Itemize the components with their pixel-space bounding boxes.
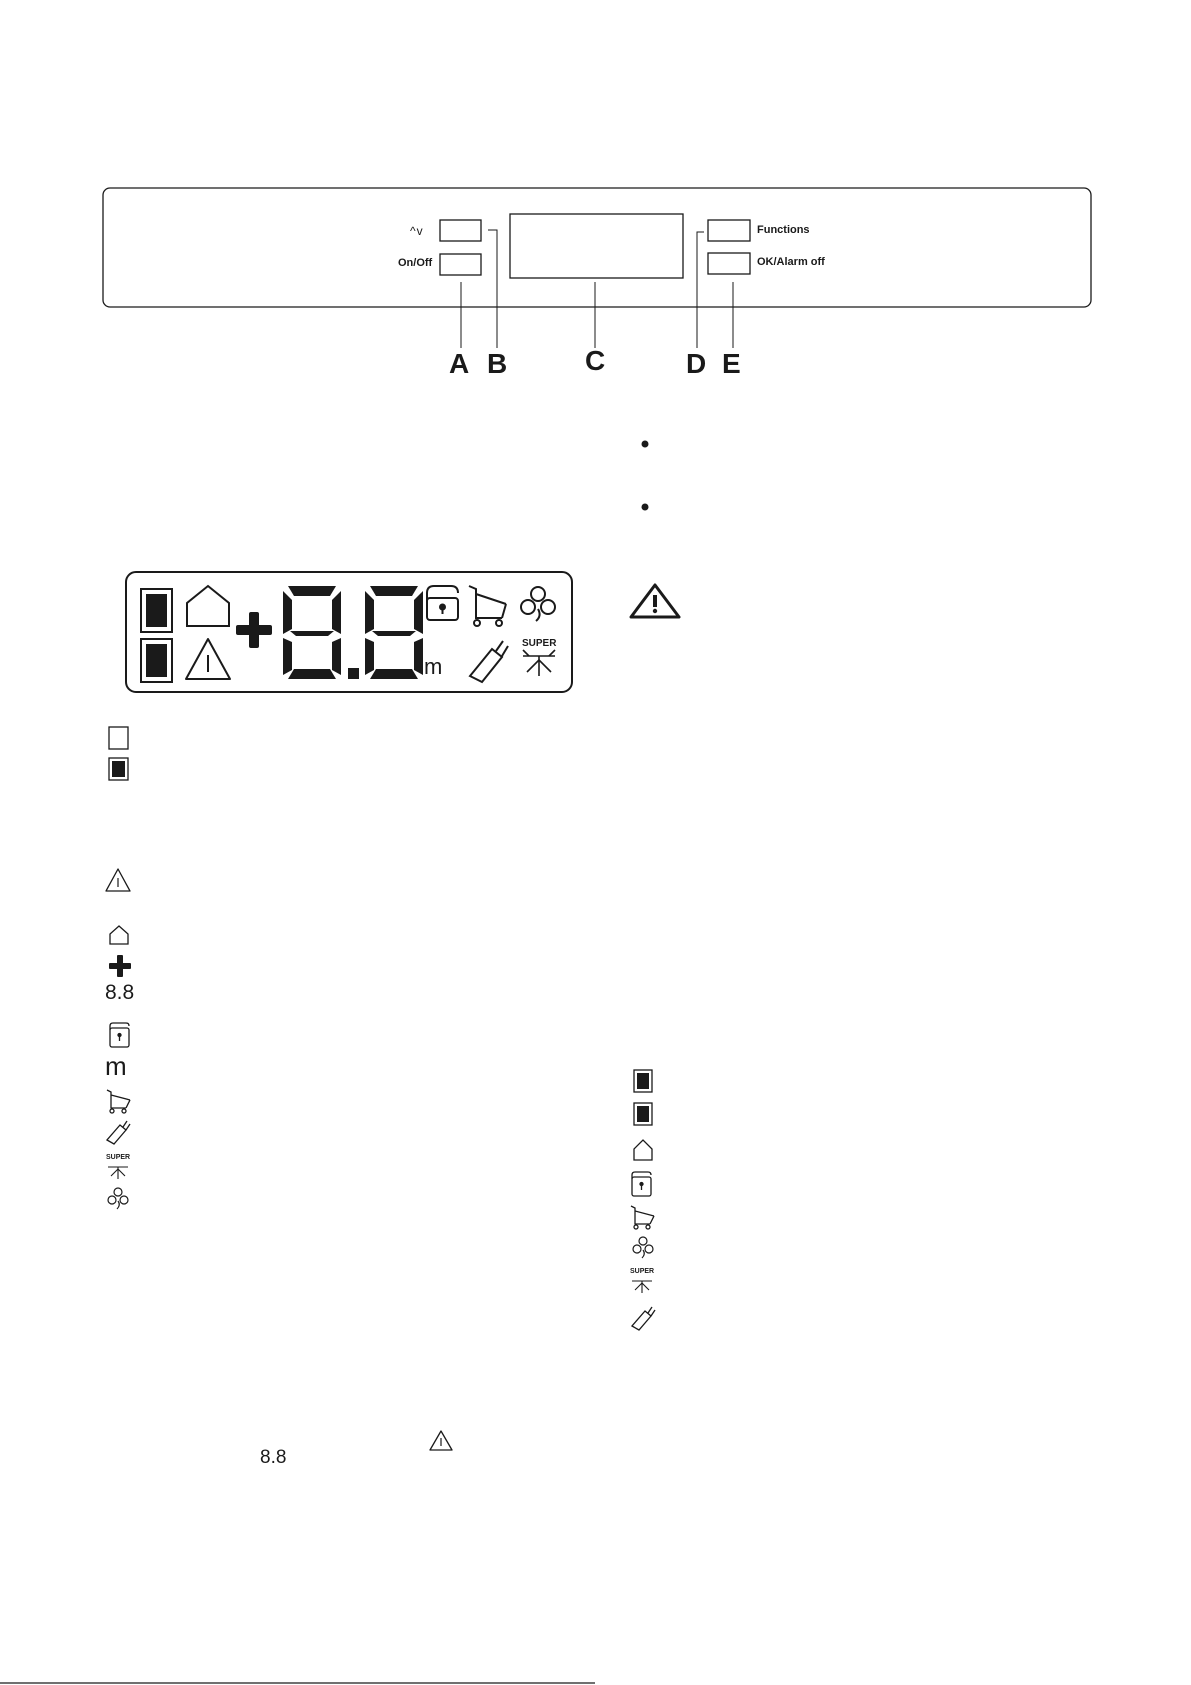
home-legend-icon (110, 926, 128, 944)
functions-button[interactable] (708, 220, 750, 241)
fan-legend-icon (108, 1188, 128, 1209)
super-freeze-icon (523, 650, 555, 676)
shopping-cart-legend-icon (107, 1090, 130, 1113)
warning-triangle-icon (631, 585, 679, 617)
home-right-icon (634, 1140, 652, 1160)
digits-legend-icon: 8.8 (105, 981, 135, 1004)
child-lock-legend-icon (110, 1023, 129, 1047)
minute-unit-label: m (424, 654, 443, 679)
callout-a: A (449, 348, 470, 379)
fan-right-icon (633, 1237, 653, 1258)
super-legend-label: SUPER (106, 1154, 131, 1161)
display-window (510, 214, 683, 278)
callout-c: C (585, 345, 606, 376)
compartment-filled-icon (109, 758, 128, 780)
drinks-chill-icon (470, 641, 508, 682)
ok-alarm-label: OK/Alarm off (757, 256, 825, 268)
callout-b: B (487, 348, 508, 379)
drinks-chill-legend-icon (107, 1121, 130, 1144)
compartment-empty-icon (109, 727, 128, 749)
home-icon (187, 586, 229, 626)
functions-label: Functions (757, 224, 810, 236)
callout-e: E (722, 348, 741, 379)
callout-leader-lines (461, 230, 733, 348)
shopping-cart-icon (469, 586, 506, 626)
inline-digits-icon: 8.8 (260, 1447, 287, 1468)
super-right-label: SUPER (630, 1268, 655, 1275)
ok-alarm-button[interactable] (708, 253, 750, 274)
super-freeze-right-icon (632, 1281, 652, 1293)
up-down-button[interactable] (440, 220, 481, 241)
decimal-point (348, 668, 359, 679)
inline-warning-icon (430, 1431, 452, 1450)
bullet-point-1 (642, 441, 649, 448)
plus-legend-icon (109, 955, 131, 977)
callout-d: D (686, 348, 707, 379)
alarm-triangle-icon (186, 639, 230, 679)
super-label: SUPER (522, 638, 557, 649)
compartment-fridge-legend-icon (634, 1070, 652, 1092)
digit-2 (365, 586, 423, 679)
compartment-fridge-indicator (141, 589, 172, 632)
child-lock-icon (427, 586, 458, 620)
onoff-button[interactable] (440, 254, 481, 275)
control-panel-outline (103, 188, 1091, 307)
onoff-label: On/Off (398, 257, 433, 269)
alarm-triangle-legend-icon (106, 869, 130, 891)
bullet-point-2 (642, 504, 649, 511)
drinks-chill-right-icon (632, 1307, 655, 1330)
super-freeze-legend-icon (108, 1167, 128, 1179)
child-lock-right-icon (632, 1172, 651, 1196)
digit-1 (283, 586, 341, 679)
shopping-cart-right-icon (631, 1206, 654, 1229)
minute-legend-icon: m (105, 1051, 127, 1081)
compartment-freezer-indicator (141, 639, 172, 682)
up-down-arrows-icon: ^v (410, 224, 424, 238)
compartment-freezer-legend-icon (634, 1103, 652, 1125)
fan-icon (521, 587, 555, 621)
plus-sign (236, 612, 272, 648)
